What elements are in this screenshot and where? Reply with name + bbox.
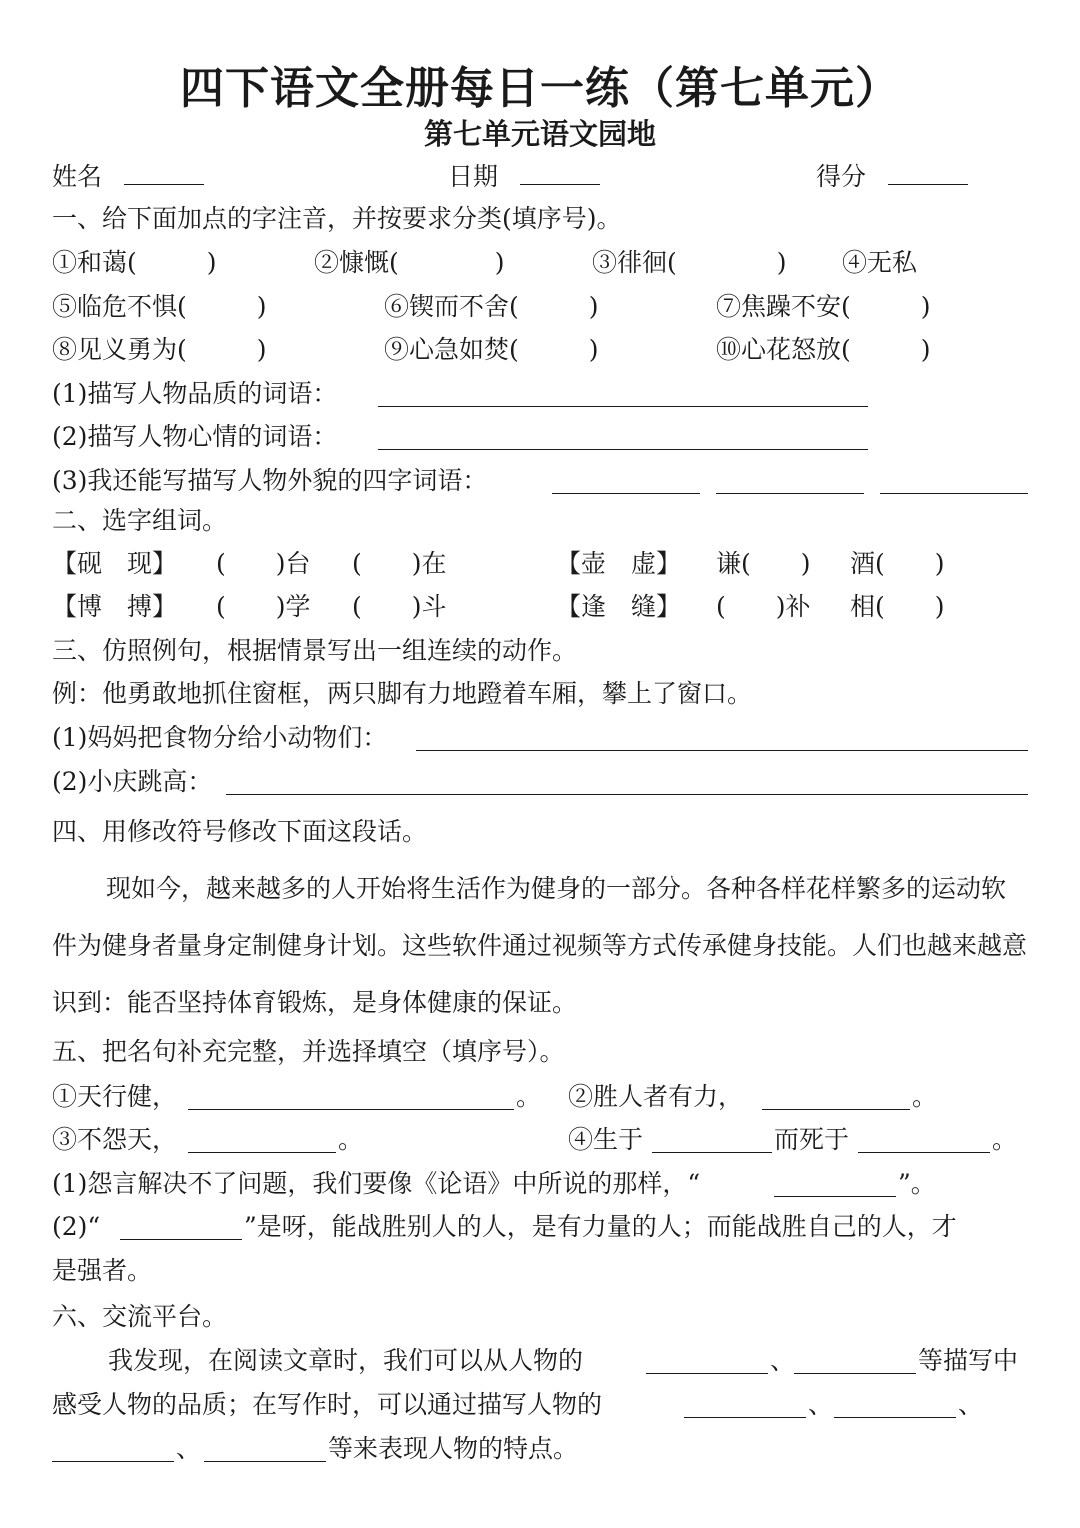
s6-line2-text: 感受人物的品质；在写作时，可以通过描写人物的	[52, 1390, 603, 1419]
s5-q1: (1)怨言解决不了问题，我们要像《论语》中所说的那样，“	[52, 1169, 701, 1198]
s3-q2: (2)小庆跳高：	[52, 767, 213, 796]
score-label: 得分	[816, 162, 867, 191]
s1-item-10[interactable]: ⑩心花怒放( )	[716, 335, 931, 364]
s2-group-1: 【砚 现】	[52, 549, 178, 578]
s5-q1-blank[interactable]	[774, 1170, 896, 1197]
s5-period-4: 。	[992, 1125, 1018, 1154]
s5-q2-rest: ”是呀，能战胜别人的人，是有力量的人；而能战胜自己的人，才	[244, 1212, 957, 1241]
s1-q3-blank-3[interactable]	[880, 467, 1028, 494]
s1-item-2[interactable]: ②慷慨( )	[314, 248, 505, 277]
name-field[interactable]	[52, 158, 204, 193]
s2-group-4: 【逢 缝】	[556, 592, 682, 621]
s6-comma-1: 、	[770, 1346, 796, 1375]
s2-group-1-b[interactable]: ( )在	[352, 549, 447, 578]
s6-comma-4: 、	[176, 1434, 202, 1463]
s5-q1-end: ”。	[898, 1169, 936, 1198]
page-subtitle: 第七单元语文园地	[423, 117, 656, 151]
s5-q2-start: (2)“	[52, 1212, 101, 1241]
s6-line3-end: 等来表现人物的特点。	[328, 1434, 579, 1463]
section3-heading: 三、仿照例句，根据情景写出一组连续的动作。	[52, 636, 578, 665]
score-blank[interactable]	[888, 158, 968, 185]
section5-heading: 五、把名句补充完整，并选择填空（填序号）。	[52, 1037, 565, 1066]
s1-item-1[interactable]: ①和蔼( )	[52, 248, 217, 277]
s6-blank-2[interactable]	[794, 1347, 916, 1374]
s3-example: 例：他勇敢地抓住窗框，两只脚有力地蹬着车厢，攀上了窗口。	[52, 679, 753, 708]
s1-item-8[interactable]: ⑧见义勇为( )	[52, 335, 267, 364]
s1-q3-blank-1[interactable]	[552, 467, 700, 494]
s1-q3: (3)我还能写描写人物外貌的四字词语：	[52, 466, 488, 495]
s5-blank-3[interactable]	[188, 1126, 336, 1153]
s1-item-5[interactable]: ⑤临危不惧( )	[52, 292, 267, 321]
s1-item-4: ④无私	[842, 248, 918, 277]
section6-heading: 六、交流平台。	[52, 1302, 228, 1331]
s5-period-1: 。	[516, 1082, 542, 1111]
section4-heading: 四、用修改符号修改下面这段话。	[52, 817, 428, 846]
s4-paragraph: 现如今，越来越多的人开始将生活作为健身的一部分。各种各样花样繁多的运动软件为健身者量身定制健身计划。这些软件通过视频等方式传承健身技能。人们也越来越意识到：能否坚持体育锻炼，是身体健康的保证。	[52, 874, 1028, 1017]
s5-period-2: 。	[912, 1082, 938, 1111]
s3-q2-blank[interactable]	[226, 768, 1028, 795]
date-field[interactable]	[448, 158, 600, 193]
s6-blank-3[interactable]	[684, 1391, 806, 1418]
s2-group-2-a[interactable]: 谦( )	[716, 549, 811, 578]
s1-q2-blank[interactable]	[378, 423, 868, 450]
s6-blank-4[interactable]	[834, 1391, 956, 1418]
s6-blank-6[interactable]	[204, 1435, 326, 1462]
s2-group-2: 【壶 虚】	[556, 549, 682, 578]
s2-group-4-a[interactable]: ( )补	[716, 592, 811, 621]
s2-group-2-b[interactable]: 酒( )	[850, 549, 945, 578]
s6-blank-1[interactable]	[646, 1347, 768, 1374]
s5-blank-1[interactable]	[188, 1083, 514, 1110]
s2-group-1-a[interactable]: ( )台	[216, 549, 311, 578]
s5-period-3: 。	[338, 1125, 364, 1154]
name-label: 姓名	[52, 162, 103, 191]
s2-group-3: 【博 搏】	[52, 592, 178, 621]
s6-comma-2: 、	[808, 1390, 834, 1419]
s3-q1-blank[interactable]	[416, 724, 1028, 751]
s5-sentence-4b: 而死于	[774, 1125, 850, 1154]
name-blank[interactable]	[124, 158, 204, 185]
s2-group-3-b[interactable]: ( )斗	[352, 592, 447, 621]
s1-item-6[interactable]: ⑥锲而不舍( )	[384, 292, 599, 321]
s1-q2: (2)描写人物心情的词语：	[52, 422, 338, 451]
section2-heading: 二、选字组词。	[52, 506, 228, 535]
s3-q1: (1)妈妈把食物分给小动物们：	[52, 723, 388, 752]
date-blank[interactable]	[520, 158, 600, 185]
s5-q2-line2: 是强者。	[52, 1256, 153, 1285]
s6-line1-end: 等描写中	[918, 1346, 1019, 1375]
s6-blank-5[interactable]	[52, 1435, 174, 1462]
s5-blank-4b[interactable]	[858, 1126, 990, 1153]
s1-q1-blank[interactable]	[378, 380, 868, 407]
s5-sentence-4a: ④生于	[568, 1125, 644, 1154]
s5-sentence-2: ②胜人者有力，	[568, 1082, 744, 1111]
s5-blank-4a[interactable]	[652, 1126, 772, 1153]
section1-heading: 一、给下面加点的字注音，并按要求分类(填序号)。	[52, 204, 622, 233]
s2-group-3-a[interactable]: ( )学	[216, 592, 311, 621]
s6-comma-3: 、	[958, 1390, 984, 1419]
s2-group-4-b[interactable]: 相( )	[850, 592, 945, 621]
s5-sentence-1: ①天行健，	[52, 1082, 178, 1111]
s1-q3-blank-2[interactable]	[716, 467, 864, 494]
s5-blank-2[interactable]	[762, 1083, 910, 1110]
s1-item-7[interactable]: ⑦焦躁不安( )	[716, 292, 931, 321]
s5-q2-blank[interactable]	[120, 1213, 242, 1240]
s6-line1-text: 我发现，在阅读文章时，我们可以从人物的	[108, 1346, 584, 1375]
s1-item-9[interactable]: ⑨心急如焚( )	[384, 335, 599, 364]
s5-sentence-3: ③不怨天，	[52, 1125, 178, 1154]
date-label: 日期	[448, 162, 499, 191]
s1-item-3[interactable]: ③徘徊( )	[592, 248, 787, 277]
page-title: 四下语文全册每日一练（第七单元）	[180, 63, 900, 114]
score-field[interactable]	[816, 158, 968, 193]
s1-q1: (1)描写人物品质的词语：	[52, 379, 338, 408]
